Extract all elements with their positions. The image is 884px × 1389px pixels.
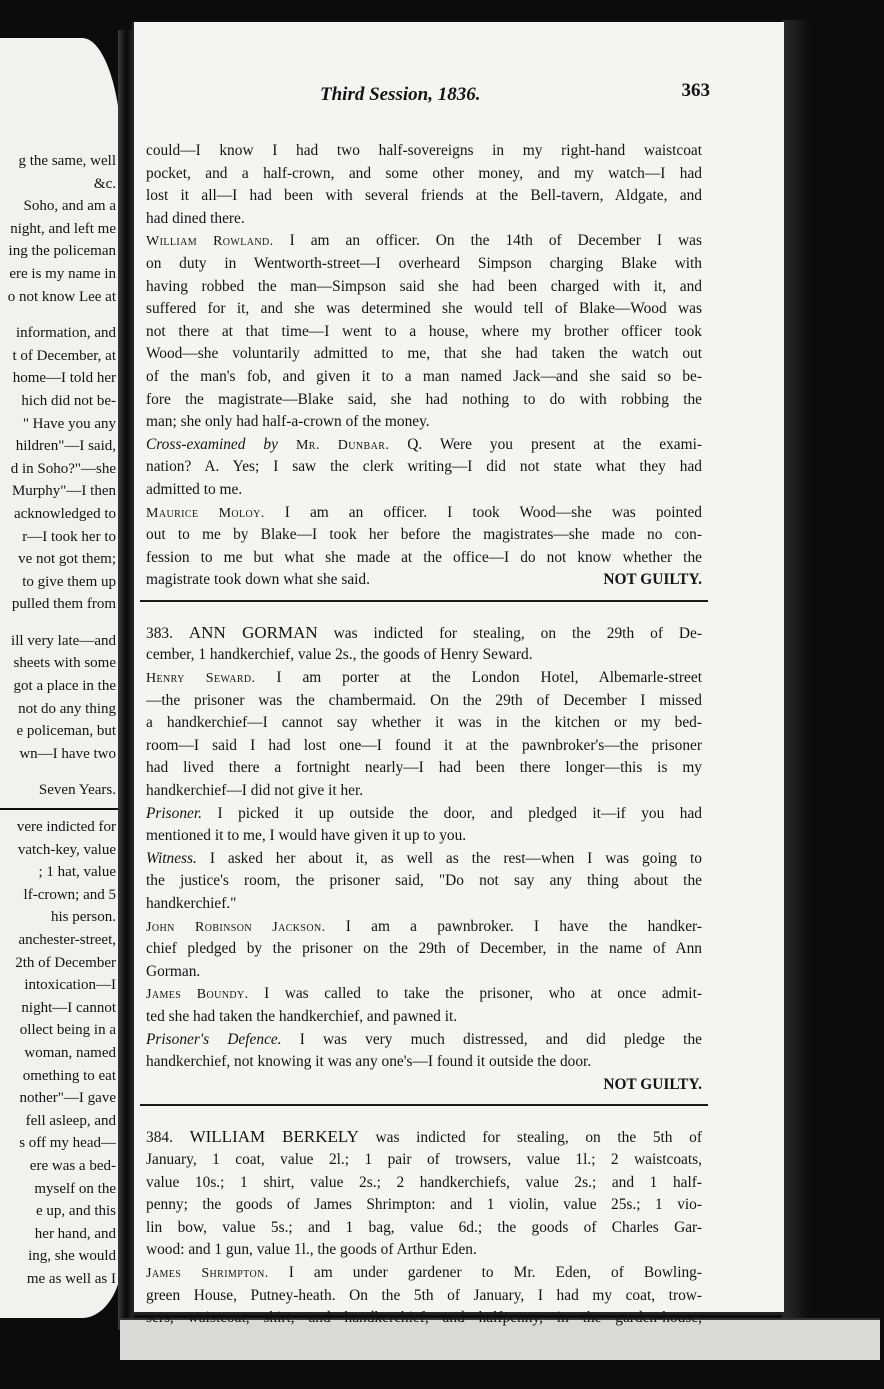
left-page-line: pulled them from xyxy=(11,596,116,613)
text-line: fession to me but what she made at the office—I do not know whether the xyxy=(146,548,702,566)
text-line: mentioned it to me, I would have given it up to you. xyxy=(146,827,467,845)
text-line: a handkerchief—I cannot say whether it was in the kitchen or my bed- xyxy=(146,714,702,732)
text-line: of the man's fob, and given it to a man named Jack—and she said so be- xyxy=(146,367,702,385)
text-line: pocket, and a half-crown, and some other money, and my watch—I had xyxy=(146,164,702,182)
text-line: handkerchief—I did not give it her. xyxy=(146,782,364,800)
left-page-line: hich did not be- xyxy=(21,392,116,409)
verdict: NOT GUILTY. xyxy=(603,1075,702,1093)
cross-label: Cross-examined by xyxy=(146,435,278,453)
left-page-text xyxy=(0,150,116,1291)
left-page-line: night, and left me xyxy=(10,220,116,237)
witness-line xyxy=(146,983,702,1006)
left-page-line: his person. xyxy=(51,909,116,926)
witness-line xyxy=(146,916,702,939)
witness-name: James Shrimpton. xyxy=(146,1265,269,1281)
left-page-line: ing, she would xyxy=(28,1248,116,1265)
witness-name: James Boundy. xyxy=(146,987,249,1003)
counsel-name: Mr. Dunbar. xyxy=(295,437,390,453)
text-line: penny; the goods of James Shrimpton: and 1 violin, value 25s.; 1 vio- xyxy=(146,1196,702,1214)
witness-line xyxy=(146,667,702,690)
testimony-text: I am a pawnbroker. I have the handker- xyxy=(345,917,702,935)
left-page-line: s off my head— xyxy=(19,1135,116,1152)
left-page-line: acknowledged to xyxy=(13,505,116,522)
speaker-label: Witness. xyxy=(146,849,197,867)
text-line: magistrate took down what she said. xyxy=(146,571,370,589)
left-page-line: vatch-key, value xyxy=(17,841,116,858)
witness-line xyxy=(146,848,702,871)
running-head: Third Session, 1836. xyxy=(320,84,481,105)
left-page-line: fell asleep, and xyxy=(25,1112,116,1129)
testimony-text: I am under gardener to Mr. Eden, of Bowling- xyxy=(288,1263,702,1281)
text-line: handkerchief, not knowing it was any one's—I found it outside the door. xyxy=(146,1053,592,1071)
left-page-line: hildren"—I said, xyxy=(15,438,116,455)
text-line: on duty in Wentworth-street—I overheard Simpson charging Blake with xyxy=(146,254,702,272)
text-line: January, 1 coat, value 2l.; 1 pair of trowsers, value 1l.; 2 waistcoats, xyxy=(146,1150,702,1168)
text-line: nation? A. Yes; I saw the clerk writing—I did not state what they had xyxy=(146,458,702,476)
left-page-line: ere was a bed- xyxy=(29,1157,116,1174)
speaker-label: Prisoner's Defence. xyxy=(146,1030,282,1048)
left-page-line: ollect being in a xyxy=(19,1022,116,1039)
text-line: room—I said I had lost one—I found it at the pawnbroker's—the prisoner xyxy=(146,736,702,754)
prisoner-line xyxy=(146,803,702,826)
left-page-line: omething to eat xyxy=(22,1067,116,1084)
speaker-label: Prisoner. xyxy=(146,804,203,822)
left-page-line: ve not got them; xyxy=(18,551,116,568)
indictment-text: was indicted for stealing, on the 5th of xyxy=(375,1129,702,1147)
text-line: the justice's room, the prisoner said, "Do not say any thing about the xyxy=(146,872,702,890)
page-header xyxy=(150,80,710,114)
text-line: handkerchief." xyxy=(146,895,237,912)
defendant-name: ANN GORMAN xyxy=(188,622,318,642)
text-line: Wood—she voluntarily admitted to me, that she had taken the watch out xyxy=(146,345,702,363)
text-line: had lived there a fortnight nearly—I had been there longer—this is my xyxy=(146,759,702,777)
left-page-line: &c. xyxy=(93,175,116,192)
text-line: Gorman. xyxy=(146,962,201,980)
left-page-line: night—I cannot xyxy=(21,999,116,1016)
testimony-text: I was very much distressed, and did pledge the xyxy=(299,1030,702,1048)
text-line: having robbed the man—Simpson said she had been charged with it, and xyxy=(146,277,702,295)
left-page-line: d in Soho?"—she xyxy=(10,460,116,477)
left-page-line: anchester-street, xyxy=(18,932,116,948)
left-page-line: g the same, well xyxy=(18,153,116,169)
left-page-line: myself on the xyxy=(34,1180,116,1197)
left-page-rule xyxy=(0,802,116,816)
left-page-gap xyxy=(0,308,116,322)
left-page-line: home—I told her xyxy=(12,370,116,387)
defendant-name: WILLIAM BERKELY xyxy=(189,1127,359,1147)
left-page-line: woman, named xyxy=(24,1044,116,1061)
left-page-line: o not know Lee at xyxy=(7,288,116,305)
text-line: sers, waistcoat, shirt, and handkerchief, and halfpenny, in the garden-house, xyxy=(146,1309,702,1327)
left-page-line: r—I took her to xyxy=(22,528,116,545)
text-line: chief pledged by the prisoner on the 29th of December, in the name of Ann xyxy=(146,940,702,958)
left-page-line: Seven Years. xyxy=(38,782,116,799)
left-page-line: ing the policeman xyxy=(8,243,116,260)
left-page-line: Soho, and am a xyxy=(23,198,116,215)
page-edge-shadow xyxy=(782,20,812,1320)
case-heading xyxy=(146,1126,702,1149)
witness-line xyxy=(146,502,702,525)
left-page-gap xyxy=(0,616,116,630)
text-line: —the prisoner was the chambermaid. On the 29th of December I missed xyxy=(146,691,702,709)
text-line: fore the magistrate—Blake said, she had nothing to do with robbing the xyxy=(146,390,702,408)
witness-line xyxy=(146,230,702,253)
left-page-line: sheets with some xyxy=(13,655,116,672)
text-line: could—I know I had two half-sovereigns in my right-hand waistcoat xyxy=(146,142,702,159)
left-page-line: information, and xyxy=(16,325,116,342)
left-page-line: ill very late—and xyxy=(11,632,116,649)
case-separator xyxy=(146,592,702,610)
testimony-text: I am an officer. On the 14th of December I was xyxy=(289,232,702,250)
question-text: Q. Were you present at the exami- xyxy=(407,435,702,453)
text-line: lin bow, value 5s.; and 1 bag, value 6d.; the goods of Charles Gar- xyxy=(146,1218,702,1236)
left-page-line: " Have you any xyxy=(22,415,116,432)
text-line: wood: and 1 gun, value 1l., the goods of Arthur Eden. xyxy=(146,1241,477,1259)
text-line: cember, 1 handkerchief, value 2s., the goods of Henry Seward. xyxy=(146,646,533,664)
left-page-line: lf-crown; and 5 xyxy=(23,886,116,903)
text-line: value 10s.; 1 shirt, value 2s.; 2 handkerchiefs, value 2s.; and 1 half- xyxy=(146,1173,702,1191)
left-page-line: to give them up xyxy=(22,573,116,590)
witness-name: William Rowland. xyxy=(146,234,274,250)
text-line: green House, Putney-heath. On the 5th of January, I had my coat, trow- xyxy=(146,1286,702,1304)
text-line: not there at that time—I went to a house, where my brother officer took xyxy=(146,322,702,340)
left-page-line: ere is my name in xyxy=(9,265,116,282)
text-line: admitted to me. xyxy=(146,480,243,498)
left-page-line: t of December, at xyxy=(12,347,116,364)
left-page-line: vere indicted for xyxy=(16,819,116,836)
witness-name: Maurice Moloy. xyxy=(146,505,265,521)
left-page-line: Murphy"—I then xyxy=(11,483,116,500)
left-page-line: nother"—I gave xyxy=(19,1090,116,1107)
witness-name: John Robinson Jackson. xyxy=(146,919,326,935)
case-heading xyxy=(146,622,702,645)
page-number: 363 xyxy=(681,80,710,101)
left-page xyxy=(0,38,122,1318)
left-page-line: 2th of December xyxy=(15,954,116,971)
cross-examination-line xyxy=(146,434,702,457)
text-line: suffered for it, and she was determined she would tell of Blake—Wood was xyxy=(146,300,702,318)
testimony-text: I am porter at the London Hotel, Albemarle-street xyxy=(276,669,702,687)
left-page-line: her hand, and xyxy=(34,1225,116,1242)
testimony-text: I picked it up outside the door, and pledged it—if you had xyxy=(217,804,702,822)
defence-line xyxy=(146,1029,702,1052)
witness-line xyxy=(146,1262,702,1285)
left-page-line: got a place in the xyxy=(13,678,116,695)
testimony-text: I was called to take the prisoner, who at once admit- xyxy=(264,985,702,1003)
text-line: lost it all—I had been with several friends at the Bell-tavern, Aldgate, and xyxy=(146,187,702,205)
left-page-line: ; 1 hat, value xyxy=(38,864,116,881)
verdict-line xyxy=(146,569,702,592)
left-page-line: e policeman, but xyxy=(16,723,116,740)
left-page-line: e up, and this xyxy=(36,1203,116,1220)
left-page-line: me as well as I xyxy=(26,1270,116,1287)
page-body xyxy=(146,140,702,1330)
left-page-gap xyxy=(0,765,116,779)
text-line: man; she only had half-a-crown of the money. xyxy=(146,413,430,431)
testimony-text: I am an officer. I took Wood—she was pointed xyxy=(284,503,702,521)
case-number: 383. xyxy=(146,624,173,642)
left-page-line: wn—I have two xyxy=(19,745,116,762)
text-line: had dined there. xyxy=(146,209,245,227)
case-number: 384. xyxy=(146,1129,173,1147)
verdict: NOT GUILTY. xyxy=(603,571,702,589)
indictment-text: was indicted for stealing, on the 29th of De- xyxy=(333,624,702,642)
left-page-line: not do any thing xyxy=(18,700,116,717)
text-line: ted she had taken the handkerchief, and pawned it. xyxy=(146,1007,458,1025)
text-line: out to me by Blake—I took her before the magistrates—she made no con- xyxy=(146,526,702,544)
left-page-line: intoxication—I xyxy=(24,977,116,994)
testimony-text: I asked her about it, as well as the rest—when I was going to xyxy=(209,849,702,867)
witness-name: Henry Seward. xyxy=(146,671,256,687)
case-separator xyxy=(146,1096,702,1114)
